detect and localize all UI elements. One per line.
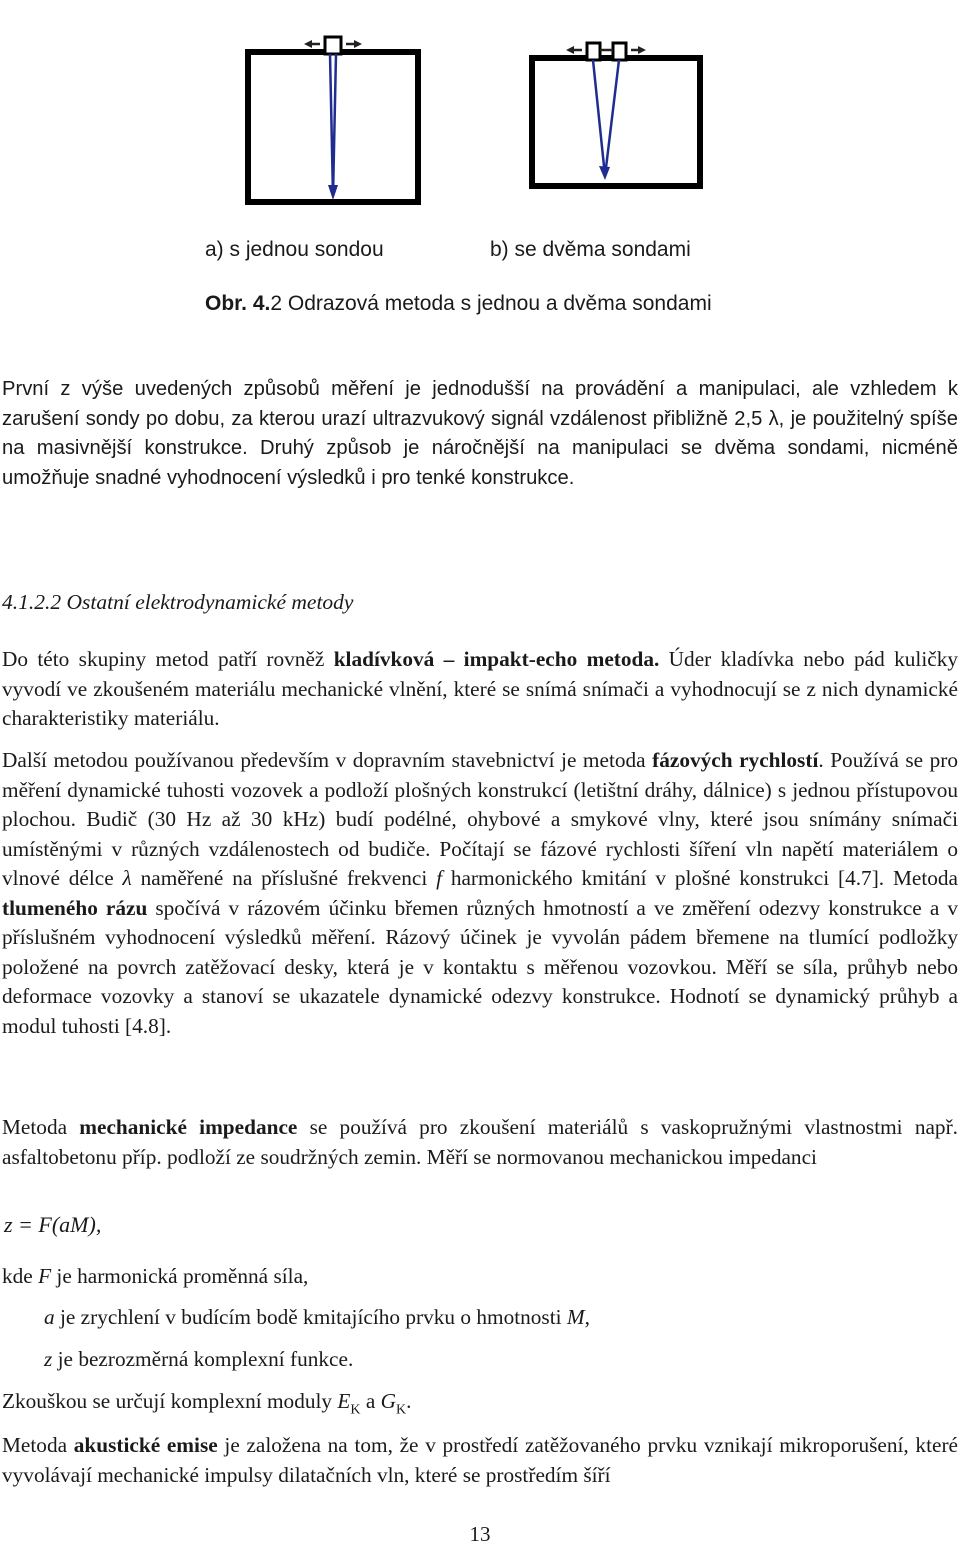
formula: z = F(aM), (4, 1212, 102, 1237)
symbol-lambda: λ (122, 866, 132, 890)
probe-icon (613, 43, 626, 60)
term-impact-echo: kladívková – impakt-echo metoda. (333, 647, 660, 671)
paragraph-mechanical-impedance: Metoda mechanické impedance se používá pro zkoušení materiálů s vaskopružnými vlastnostmi např. asfaltobetonu příp. podloží ze soudržných zemin. Měří se normovanou mechanickou impedanci (2, 1115, 958, 1169)
term-phase-velocity: fázových rychlostí (652, 748, 819, 772)
definition-a: a je zrychlení v budícím bodě kmitajícího prvku o hmotnosti M, (44, 1305, 590, 1329)
figure-a-single-probe (200, 0, 470, 230)
arrows-icon (566, 46, 646, 54)
figure-caption-a: a) s jednou sondou (205, 238, 384, 261)
definition-z: z je bezrozměrná komplexní funkce. (44, 1347, 354, 1371)
symbol-f: f (436, 866, 442, 890)
term-damped-impact: tlumeného rázu (2, 895, 148, 920)
definition-f: kde F je harmonická proměnná síla, (2, 1264, 309, 1288)
figure-title-text: 2 Odrazová metoda s jednou a dvěma sondami (270, 292, 712, 315)
probe-icon (587, 43, 600, 60)
paragraph-impact-echo: Do této skupiny metod patří rovněž kladívková – impakt-echo metoda. Úder kladívka nebo pád kuličky vyvodí ve zkoušeném materiálu mechanické vlnění, které se snímá snímači a vyhodnocují se z nich dynamické charakteristiky materiálu. (2, 647, 958, 730)
term-acoustic-emission: akustické emise (73, 1433, 218, 1457)
figure-reflection-method (0, 0, 960, 261)
paragraph-probe-comparison: První z výše uvedených způsobů měření je jednodušší na provádění a manipulaci, ale vzhledem k zarušení sondy po dobu, za kterou urazí ultrazvukový signál vzdálenost přibližně 2,5 λ, je použitelný spíše na masivnější konstrukce. Druhý způsob je náročnější na manipulaci se dvěma sondami, nicméně umožňuje snadné vyhodnocení výsledků i pro tenké konstrukce. (2, 378, 958, 489)
paragraph-phase-velocity: Další metodou používanou především v dopravním stavebnictví je metoda fázových rychlostí. Používá se pro měření dynamické tuhosti vozovek a podloží plošných konstrukcí (letištní dráhy, dálnice) s jednou přístupovou plochou. Budič (30 Hz až 30 kHz) budí podélné, ohybové a smykové vlny, které jsou snímány snímači umístěnými v různých vzdálenostech od budiče. Počítají se fázové rychlosti šíření vln napětí materiálem o vlnové délce λ naměřené na příslušné frekvenci f harmonického kmitání v plošné konstrukci [4.7]. Metoda tlumeného rázu spočívá v rázovém účinku břemen různých hmotností a ve změření odezvy konstrukce a v příslušném vyhodnocení výsledků měření. Rázový účinek je vyvolán pádem břemene na tlumící podložky položené na povrch zatěžovací desky, která je v kontaktu s měřenou vozovkou. Měří se síla, průhyb nebo deformace vozovky a stanoví se ukazatele dynamické odezvy konstrukce. Hodnotí se dynamický průhyb a modul tuhosti [4.8]. (2, 748, 958, 1038)
figure-b-two-probes (480, 0, 750, 230)
probe-icon (325, 37, 341, 54)
section-heading: 4.1.2.2 Ostatní elektrodynamické metody (2, 590, 354, 614)
term-mechanical-impedance: mechanické impedance (79, 1115, 298, 1139)
moduli-line: Zkouškou se určují komplexní moduly $E_K$ a $G_K$. (2, 1389, 412, 1418)
page-number: 13 (469, 1522, 491, 1546)
figure-title (205, 292, 712, 316)
figure-caption-b: b) se dvěma sondami (490, 238, 691, 261)
paragraph-acoustic-emission: Metoda akustické emise je založena na tom, že v prostředí zatěžovaného prvku vznikají mikroporušení, které vyvolávají mechanické impulsy dilatačních vln, které se prostředím šíří (2, 1433, 958, 1487)
figure-number: Obr. 4. (205, 292, 271, 315)
